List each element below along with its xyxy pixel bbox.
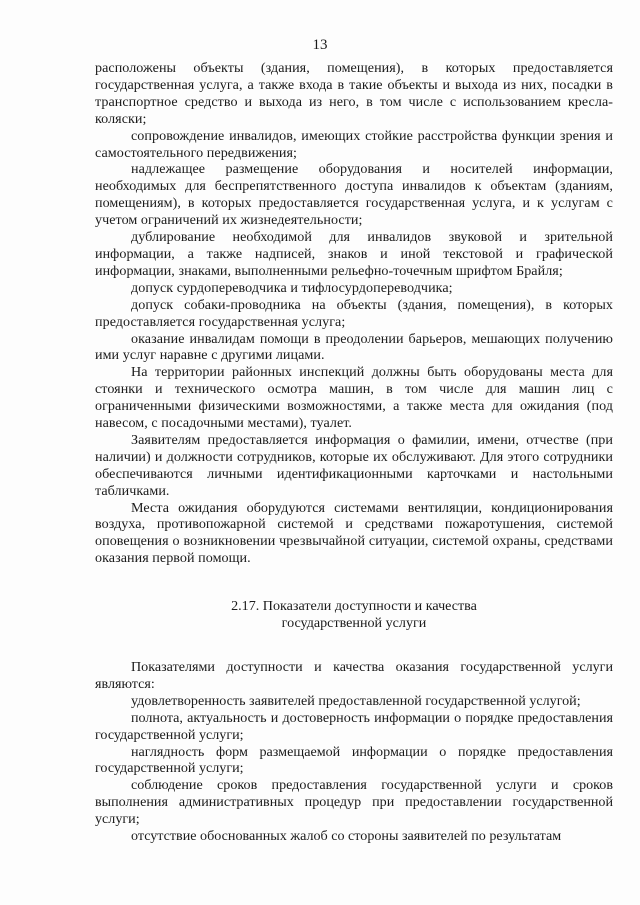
paragraph: Заявителям предоставляется информация о фамилии, имени, отчестве (при наличии) и должности сотрудников, которые их обслуживают. Для этого сотрудники обеспечиваются личными идентификационными карточками и настольными табличками. <box>95 431 613 499</box>
paragraph: наглядность форм размещаемой информации о порядке предоставления государственной услуги; <box>95 743 613 777</box>
section-heading-line: 2.17. Показатели доступности и качества <box>231 598 477 614</box>
paragraph: дублирование необходимой для инвалидов звуковой и зрительной информации, а также надписей, знаков и иной текстовой и графической информации, знаками, выполненными рельефно-точечным шрифтом Брайля; <box>95 229 613 279</box>
body-text-bottom <box>95 659 613 845</box>
paragraph: На территории районных инспекций должны быть оборудованы места для стоянки и технического осмотра машин, в том числе для машин лиц с ограниченными физическими возможностями, а также места для ожидания (под навесом, с посадочными местами), туалет. <box>95 364 613 432</box>
paragraph: Места ожидания оборудуются системами вентиляции, кондиционирования воздуха, противопожарной системой и средствами пожаротушения, системой оповещения о возникновении чрезвычайной ситуации, системой охраны, средствами оказания первой помощи. <box>95 499 613 567</box>
page-number: 13 <box>312 37 328 53</box>
body-text-top <box>95 60 613 567</box>
paragraph: отсутствие обоснованных жалоб со стороны заявителей по результатам <box>131 828 562 845</box>
paragraph: Показателями доступности и качества оказания государственной услуги являются: <box>95 659 613 692</box>
paragraph: расположены объекты (здания, помещения), в которых предоставляется государственная услуга, а также входа в такие объекты и выхода из них, посадки в транспортное средство и выхода из него, в том числе с использованием кресла-коляски; <box>95 60 613 127</box>
paragraph: оказание инвалидам помощи в преодолении барьеров, мешающих получению ими услуг наравне с другими лицами. <box>95 330 613 364</box>
paragraph: сопровождение инвалидов, имеющих стойкие расстройства функции зрения и самостоятельного передвижения; <box>95 127 613 161</box>
section-heading <box>95 598 613 632</box>
paragraph: допуск собаки-проводника на объекты (здания, помещения), в которых предоставляется государственная услуга; <box>95 296 613 330</box>
paragraph: соблюдение сроков предоставления государственной услуги и сроков выполнения административных процедур при предоставлении государственной услуги; <box>95 777 613 828</box>
paragraph: надлежащее размещение оборудования и носителей информации, необходимых для беспрепятственного доступа инвалидов к объектам (зданиям, помещениям), в которых предоставляется государственная услуга, и к услугам с учетом ограничений их жизнедеятельности; <box>95 161 613 229</box>
section-heading-line: государственной услуги <box>281 615 427 631</box>
paragraph: допуск сурдопереводчика и тифлосурдопереводчика; <box>131 279 453 296</box>
paragraph: удовлетворенность заявителей предоставленной государственной услугой; <box>131 692 581 709</box>
paragraph: полнота, актуальность и достоверность информации о порядке предоставления государственной услуги; <box>95 709 613 743</box>
